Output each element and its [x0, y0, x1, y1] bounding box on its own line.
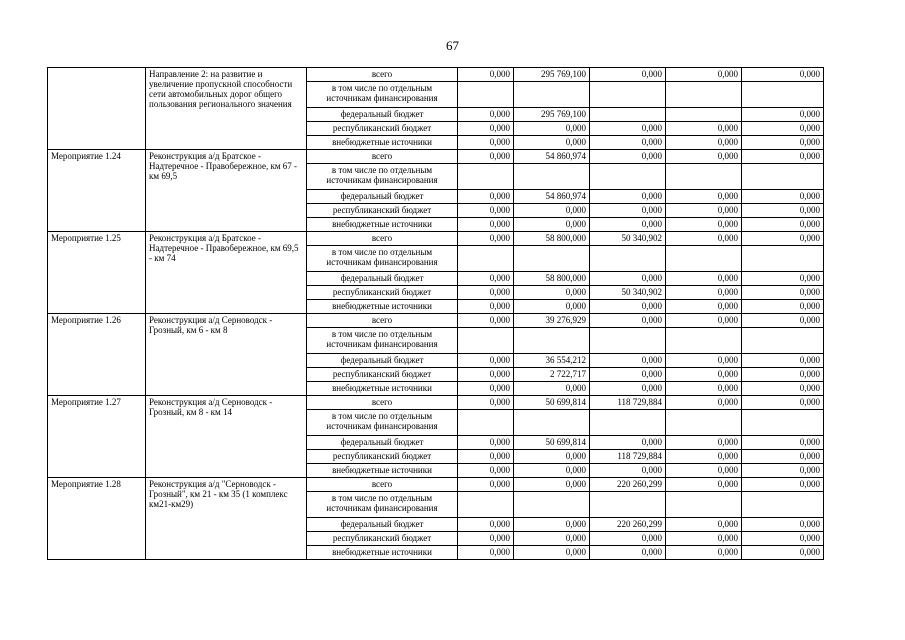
amount-cell — [666, 328, 742, 354]
amount-cell: 0,000 — [742, 382, 824, 396]
funding-source-cell: внебюджетные источники — [307, 546, 458, 560]
amount-cell — [590, 410, 666, 436]
amount-cell: 2 722,717 — [514, 368, 590, 382]
amount-cell: 0,000 — [458, 368, 514, 382]
amount-cell: 0,000 — [666, 204, 742, 218]
amount-cell: 0,000 — [742, 368, 824, 382]
amount-cell: 118 729,884 — [590, 450, 666, 464]
amount-cell: 0,000 — [514, 546, 590, 560]
amount-cell: 0,000 — [590, 436, 666, 450]
funding-source-cell: внебюджетные источники — [307, 218, 458, 232]
amount-cell: 36 554,212 — [514, 354, 590, 368]
amount-cell: 0,000 — [742, 190, 824, 204]
amount-cell: 0,000 — [742, 68, 824, 82]
funding-source-cell: федеральный бюджет — [307, 108, 458, 122]
amount-cell: 0,000 — [742, 546, 824, 560]
amount-cell: 0,000 — [590, 190, 666, 204]
amount-cell — [666, 492, 742, 518]
amount-cell: 0,000 — [590, 150, 666, 164]
funding-source-cell: республиканский бюджет — [307, 368, 458, 382]
funding-source-cell: федеральный бюджет — [307, 436, 458, 450]
amount-cell: 0,000 — [742, 464, 824, 478]
amount-cell — [742, 246, 824, 272]
funding-source-cell: федеральный бюджет — [307, 518, 458, 532]
amount-cell — [514, 164, 590, 190]
amount-cell — [742, 164, 824, 190]
amount-cell — [514, 246, 590, 272]
amount-cell: 0,000 — [458, 354, 514, 368]
amount-cell — [590, 82, 666, 108]
amount-cell: 0,000 — [458, 108, 514, 122]
amount-cell: 0,000 — [742, 300, 824, 314]
amount-cell: 0,000 — [458, 204, 514, 218]
amount-cell: 0,000 — [458, 450, 514, 464]
amount-cell: 0,000 — [666, 122, 742, 136]
funding-source-cell: в том числе по отдельным источникам финансирования — [307, 164, 458, 190]
measure-name-cell: Реконструкция а/д Братское - Надтеречное - Правобережное, км 67 - км 69,5 — [146, 150, 307, 232]
funding-source-cell: в том числе по отдельным источникам финансирования — [307, 492, 458, 518]
amount-cell: 0,000 — [742, 436, 824, 450]
table-row — [48, 396, 824, 410]
amount-cell: 0,000 — [666, 436, 742, 450]
amount-cell — [666, 108, 742, 122]
amount-cell: 0,000 — [590, 532, 666, 546]
amount-cell: 0,000 — [742, 136, 824, 150]
amount-cell: 0,000 — [590, 314, 666, 328]
measure-id-cell: Мероприятие 1.28 — [48, 478, 146, 560]
amount-cell: 0,000 — [742, 286, 824, 300]
amount-cell: 0,000 — [666, 396, 742, 410]
funding-source-cell: всего — [307, 150, 458, 164]
amount-cell: 0,000 — [514, 518, 590, 532]
amount-cell: 0,000 — [458, 68, 514, 82]
funding-source-cell: всего — [307, 68, 458, 82]
funding-source-cell: в том числе по отдельным источникам финансирования — [307, 410, 458, 436]
amount-cell: 0,000 — [514, 286, 590, 300]
amount-cell — [458, 82, 514, 108]
amount-cell: 295 769,100 — [514, 68, 590, 82]
measure-id-cell: Мероприятие 1.26 — [48, 314, 146, 396]
amount-cell: 0,000 — [666, 518, 742, 532]
amount-cell — [666, 246, 742, 272]
amount-cell: 50 699,814 — [514, 436, 590, 450]
amount-cell — [514, 328, 590, 354]
amount-cell: 295 769,100 — [514, 108, 590, 122]
amount-cell: 0,000 — [590, 68, 666, 82]
amount-cell: 0,000 — [742, 518, 824, 532]
funding-source-cell: всего — [307, 232, 458, 246]
measure-id-cell: Мероприятие 1.27 — [48, 396, 146, 478]
measure-name-cell: Реконструкция а/д Серноводск - Грозный, км 6 - км 8 — [146, 314, 307, 396]
amount-cell — [590, 108, 666, 122]
amount-cell — [590, 492, 666, 518]
amount-cell — [590, 246, 666, 272]
amount-cell: 0,000 — [666, 382, 742, 396]
measure-name-cell: Реконструкция а/д "Серноводск - Грозный", км 21 - км 35 (1 комплекс км21-км29) — [146, 478, 307, 560]
funding-source-cell: республиканский бюджет — [307, 122, 458, 136]
funding-source-cell: в том числе по отдельным источникам финансирования — [307, 328, 458, 354]
amount-cell: 0,000 — [458, 300, 514, 314]
amount-cell: 0,000 — [458, 232, 514, 246]
amount-cell — [458, 328, 514, 354]
amount-cell: 0,000 — [458, 546, 514, 560]
amount-cell — [590, 328, 666, 354]
measure-name-cell: Направление 2: на развитие и увеличение пропускной способности сети автомобильных дорог общего пользования регионального значения — [146, 68, 307, 150]
amount-cell: 0,000 — [590, 546, 666, 560]
funding-source-cell: всего — [307, 478, 458, 492]
amount-cell: 0,000 — [666, 232, 742, 246]
amount-cell: 0,000 — [590, 218, 666, 232]
amount-cell — [458, 492, 514, 518]
table-row — [48, 314, 824, 328]
amount-cell — [666, 164, 742, 190]
amount-cell: 0,000 — [590, 136, 666, 150]
amount-cell: 0,000 — [666, 136, 742, 150]
amount-cell: 0,000 — [666, 354, 742, 368]
amount-cell: 50 699,814 — [514, 396, 590, 410]
funding-source-cell: федеральный бюджет — [307, 354, 458, 368]
amount-cell: 0,000 — [742, 314, 824, 328]
amount-cell: 0,000 — [666, 368, 742, 382]
table-row — [48, 478, 824, 492]
amount-cell: 0,000 — [514, 450, 590, 464]
funding-source-cell: федеральный бюджет — [307, 272, 458, 286]
funding-source-cell: внебюджетные источники — [307, 300, 458, 314]
amount-cell: 0,000 — [666, 464, 742, 478]
amount-cell: 0,000 — [458, 532, 514, 546]
amount-cell: 0,000 — [742, 218, 824, 232]
amount-cell: 0,000 — [742, 232, 824, 246]
measure-id-cell: Мероприятие 1.25 — [48, 232, 146, 314]
table-row — [48, 232, 824, 246]
funding-source-cell: всего — [307, 314, 458, 328]
amount-cell: 0,000 — [666, 450, 742, 464]
amount-cell: 0,000 — [666, 190, 742, 204]
amount-cell: 0,000 — [590, 354, 666, 368]
budget-table — [47, 67, 824, 560]
amount-cell: 0,000 — [742, 150, 824, 164]
amount-cell: 0,000 — [514, 382, 590, 396]
amount-cell: 0,000 — [590, 122, 666, 136]
funding-source-cell: республиканский бюджет — [307, 286, 458, 300]
amount-cell: 0,000 — [666, 300, 742, 314]
amount-cell: 0,000 — [666, 68, 742, 82]
amount-cell: 0,000 — [458, 122, 514, 136]
amount-cell: 0,000 — [514, 300, 590, 314]
amount-cell — [458, 410, 514, 436]
amount-cell: 0,000 — [666, 546, 742, 560]
amount-cell: 0,000 — [514, 204, 590, 218]
amount-cell: 0,000 — [666, 286, 742, 300]
amount-cell — [742, 410, 824, 436]
amount-cell: 0,000 — [742, 204, 824, 218]
amount-cell: 0,000 — [458, 218, 514, 232]
measure-id-cell: Мероприятие 1.24 — [48, 150, 146, 232]
amount-cell: 0,000 — [590, 272, 666, 286]
table-row — [48, 68, 824, 82]
amount-cell: 0,000 — [666, 218, 742, 232]
amount-cell: 0,000 — [666, 532, 742, 546]
amount-cell: 0,000 — [458, 396, 514, 410]
amount-cell: 0,000 — [742, 272, 824, 286]
funding-source-cell: в том числе по отдельным источникам финансирования — [307, 246, 458, 272]
page-number: 67 — [446, 38, 459, 53]
amount-cell: 54 860,974 — [514, 190, 590, 204]
amount-cell: 0,000 — [666, 478, 742, 492]
amount-cell: 0,000 — [458, 518, 514, 532]
amount-cell — [666, 82, 742, 108]
budget-table-body — [48, 68, 824, 560]
amount-cell — [514, 492, 590, 518]
amount-cell: 0,000 — [666, 150, 742, 164]
amount-cell — [742, 82, 824, 108]
amount-cell: 0,000 — [458, 136, 514, 150]
funding-source-cell: внебюджетные источники — [307, 464, 458, 478]
amount-cell — [742, 492, 824, 518]
amount-cell: 0,000 — [458, 464, 514, 478]
funding-source-cell: республиканский бюджет — [307, 532, 458, 546]
amount-cell: 0,000 — [590, 464, 666, 478]
amount-cell — [590, 164, 666, 190]
amount-cell: 0,000 — [458, 382, 514, 396]
amount-cell: 0,000 — [458, 286, 514, 300]
funding-source-cell: внебюджетные источники — [307, 136, 458, 150]
amount-cell: 0,000 — [458, 272, 514, 286]
funding-source-cell: республиканский бюджет — [307, 204, 458, 218]
amount-cell — [514, 82, 590, 108]
amount-cell: 0,000 — [590, 368, 666, 382]
amount-cell — [666, 410, 742, 436]
amount-cell: 0,000 — [458, 478, 514, 492]
amount-cell: 0,000 — [514, 136, 590, 150]
amount-cell: 0,000 — [514, 532, 590, 546]
amount-cell: 39 276,929 — [514, 314, 590, 328]
amount-cell: 0,000 — [742, 354, 824, 368]
amount-cell: 0,000 — [590, 300, 666, 314]
measure-name-cell: Реконструкция а/д Братское - Надтеречное - Правобережное, км 69,5 - км 74 — [146, 232, 307, 314]
amount-cell: 54 860,974 — [514, 150, 590, 164]
amount-cell: 58 800,000 — [514, 272, 590, 286]
amount-cell — [742, 328, 824, 354]
amount-cell: 0,000 — [514, 122, 590, 136]
amount-cell: 0,000 — [458, 190, 514, 204]
amount-cell: 118 729,884 — [590, 396, 666, 410]
amount-cell: 0,000 — [742, 532, 824, 546]
amount-cell: 58 800,000 — [514, 232, 590, 246]
amount-cell: 50 340,902 — [590, 286, 666, 300]
table-row — [48, 150, 824, 164]
amount-cell: 220 260,299 — [590, 478, 666, 492]
amount-cell: 0,000 — [458, 150, 514, 164]
amount-cell: 0,000 — [590, 204, 666, 218]
amount-cell: 0,000 — [742, 450, 824, 464]
amount-cell: 50 340,902 — [590, 232, 666, 246]
amount-cell: 0,000 — [666, 272, 742, 286]
amount-cell — [458, 164, 514, 190]
amount-cell — [514, 410, 590, 436]
amount-cell: 0,000 — [458, 436, 514, 450]
amount-cell: 0,000 — [742, 122, 824, 136]
amount-cell: 0,000 — [742, 108, 824, 122]
amount-cell: 0,000 — [458, 314, 514, 328]
measure-name-cell: Реконструкция а/д Серноводск - Грозный, км 8 - км 14 — [146, 396, 307, 478]
amount-cell: 0,000 — [514, 218, 590, 232]
amount-cell: 0,000 — [666, 314, 742, 328]
amount-cell: 0,000 — [514, 464, 590, 478]
measure-id-cell — [48, 68, 146, 150]
funding-source-cell: всего — [307, 396, 458, 410]
amount-cell: 0,000 — [590, 382, 666, 396]
amount-cell — [458, 246, 514, 272]
amount-cell: 0,000 — [742, 478, 824, 492]
amount-cell: 0,000 — [742, 396, 824, 410]
funding-source-cell: в том числе по отдельным источникам финансирования — [307, 82, 458, 108]
funding-source-cell: республиканский бюджет — [307, 450, 458, 464]
amount-cell: 0,000 — [514, 478, 590, 492]
amount-cell: 220 260,299 — [590, 518, 666, 532]
funding-source-cell: федеральный бюджет — [307, 190, 458, 204]
funding-source-cell: внебюджетные источники — [307, 382, 458, 396]
